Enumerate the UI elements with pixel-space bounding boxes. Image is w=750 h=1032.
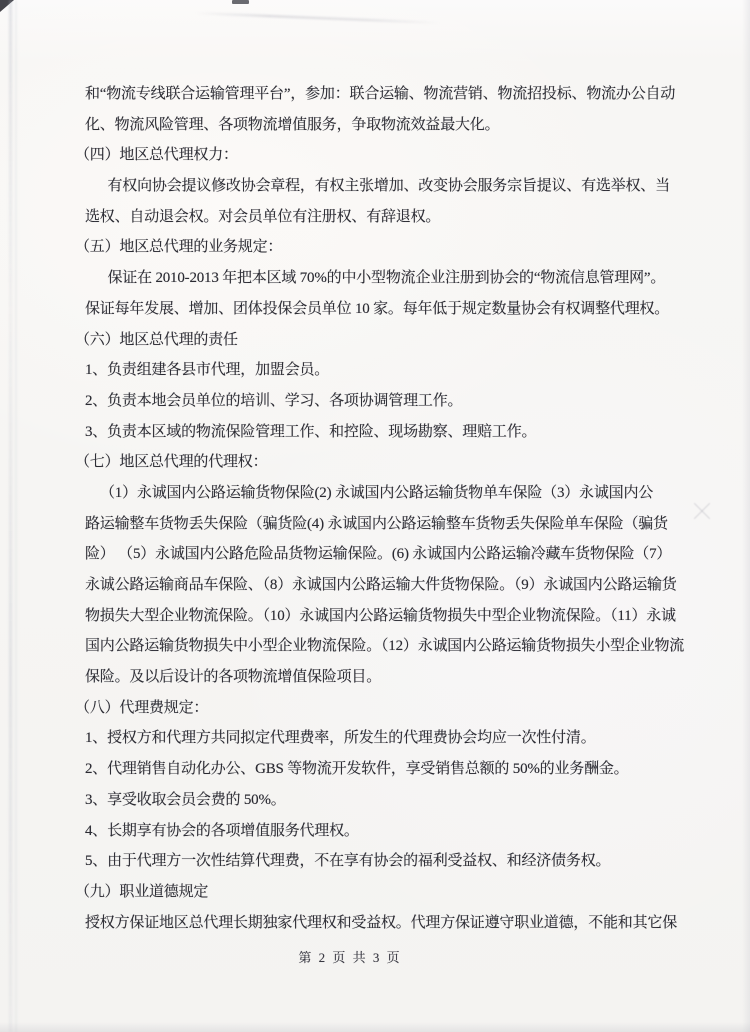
doc-line: 保险。及以后设计的各项物流增值保险项目。 [85, 669, 382, 686]
doc-line: （1）永诚国内公路运输货物保险(2) 永诚国内公路运输货物单车保险（3）永诚国内公 [100, 484, 654, 501]
doc-line: 路运输整车货物丢失保险（骗货险(4) 永诚国内公路运输整车货物丢失保险单车保险（骗货 [85, 515, 668, 532]
paper-fold-line-secondary [15, 0, 17, 1032]
scan-edge-shadow-bottom [0, 1022, 750, 1032]
list-item-2: 2、代理销售自动化办公、GBS 等物流开发软件，享受销售总额的 50%的业务酬金。 [85, 761, 629, 778]
doc-line: 永诚公路运输商品车保险、（8）永诚国内公路运输大件货物保险。（9）永诚国内公路运输货 [85, 577, 677, 593]
list-item-4: 4、长期享有协会的各项增值服务代理权。 [85, 822, 359, 839]
section-heading-7: （七）地区总代理的代理权： [75, 454, 268, 471]
scan-edge-shadow-right [742, 0, 750, 1032]
doc-line: 保证每年发展、增加、团体投保会员单位 10 家。每年低于规定数量协会有权调整代理权。 [85, 300, 670, 317]
doc-line: 和“物流专线联合运输管理平台”，参加：联合运输、物流营销、物流招投标、物流办公自动 [85, 86, 676, 102]
section-heading-5: （五）地区总代理的业务规定： [75, 239, 283, 256]
doc-line: 国内公路运输货物损失中小型企业物流保险。（12）永诚国内公路运输货物损失小型企业物流 [85, 638, 685, 655]
doc-line: 化、物流风险管理、各项物流增值服务，争取物流效益最大化。 [85, 116, 500, 133]
section-heading-6: （六）地区总代理的责任 [75, 331, 238, 348]
list-item-3: 3、享受收取会员会费的 50%。 [85, 791, 286, 808]
page-number-footer: 第 2 页 共 3 页 [298, 950, 402, 965]
scan-artifact-top-dash [232, 0, 249, 4]
section-heading-8: （八）代理费规定： [75, 699, 209, 716]
paper-fold-line [9, 0, 12, 1032]
section-heading-4: （四）地区总代理权力： [75, 147, 238, 164]
doc-line: 授权方保证地区总代理长期独家代理权和受益权。代理方保证遵守职业道德，不能和其它保 [85, 914, 678, 931]
list-item-1: 1、授权方和代理方共同拟定代理费率，所发生的代理费协会均应一次性付清。 [85, 730, 596, 747]
doc-line: 险） （5）永诚国内公路危险品货物运输保险。(6) 永诚国内公路运输冷藏车货物保险（7） [85, 546, 672, 563]
document-body [75, 79, 701, 938]
doc-line: 选权、自动退会权。对会员单位有注册权、有辞退权。 [85, 208, 441, 225]
list-item-2: 2、负责本地会员单位的培训、学习、各项协调管理工作。 [85, 392, 463, 409]
paper-crease [195, 12, 440, 24]
doc-line: 保证在 2010-2013 年把本区域 70%的中小型物流企业注册到协会的“物流信息管理网”。 [107, 270, 666, 287]
list-item-1: 1、负责组建各县市代理，加盟会员。 [85, 362, 330, 379]
list-item-5: 5、由于代理方一次性结算代理费，不在享有协会的福利受益权、和经济债务权。 [85, 853, 611, 870]
doc-line: 物损失大型企业物流保险。（10）永诚国内公路运输货物损失中型企业物流保险。（11）永诚 [85, 607, 676, 624]
list-item-3: 3、负责本区域的物流保险管理工作、和控险、现场勘察、理赔工作。 [85, 423, 537, 440]
doc-line: 有权向协会提议修改协会章程，有权主张增加、改变协会服务宗旨提议、有选举权、当 [107, 178, 670, 195]
section-heading-9: （九）职业道德规定 [75, 883, 209, 900]
